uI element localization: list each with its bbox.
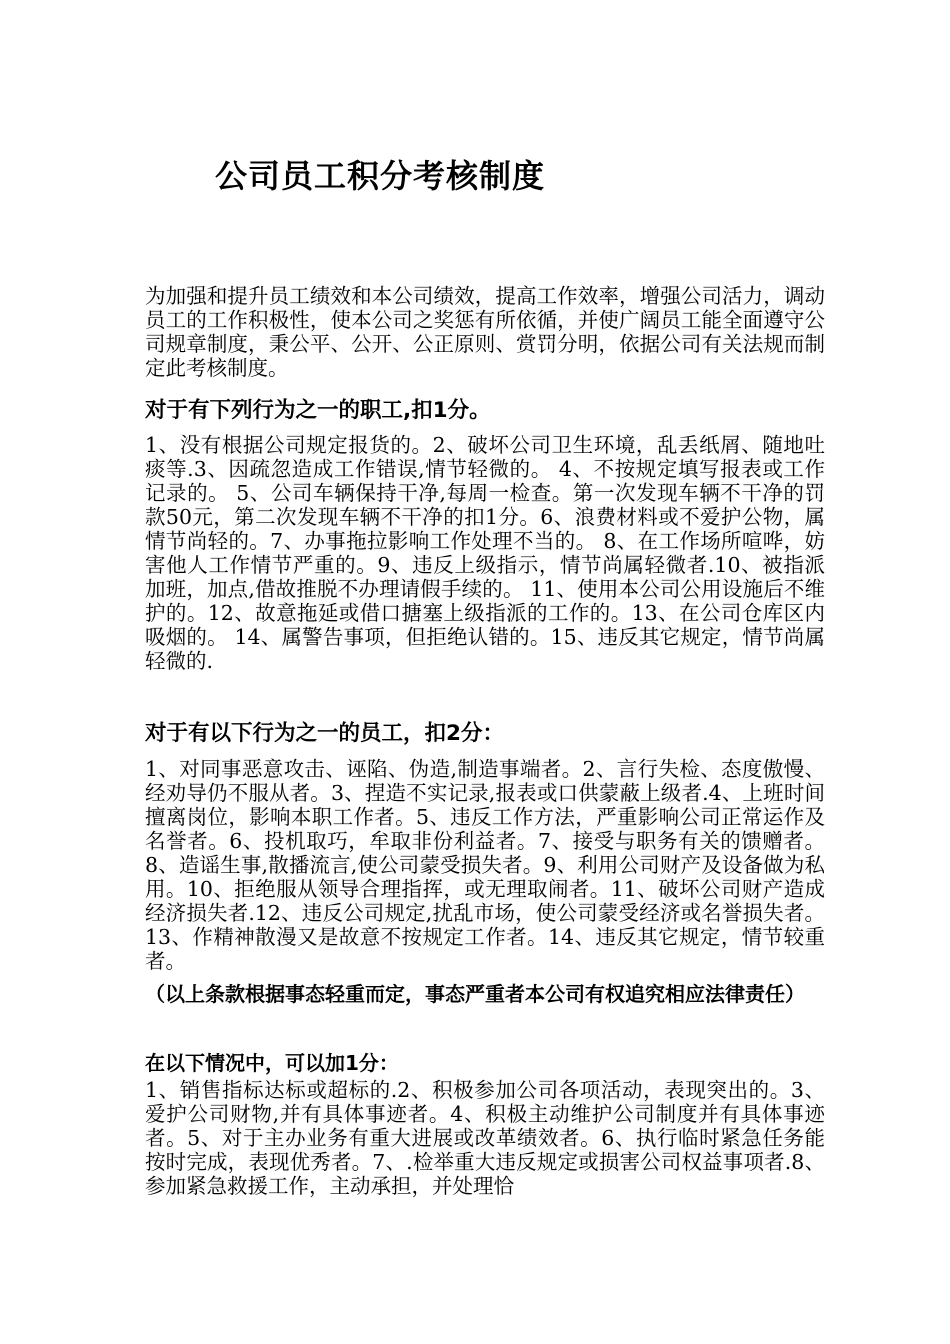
section-heading-bonus: 在以下情况中，可以加1分： xyxy=(145,1051,399,1075)
document-title: 公司员工积分考核制度 xyxy=(215,157,546,195)
section-heading-deduct-1: 对于有下列行为之一的职工,扣1分。 xyxy=(145,398,491,423)
section-body-bonus: 1、销售指标达标或超标的.2、积极参加公司各项活动，表现突出的。3、爱护公司财物,并有具体事迹者。4、积极主动维护公司制度并有具体事迹者。5、对于主办业务有重大进展或改革绩效者。6、执行临时紧急任务能按时完成，表现优秀者。7、.检举重大违反规定或损害公司权益事项者.8、参加紧急救援工作，主动承担，并处理恰 xyxy=(145,1078,825,1198)
intro-paragraph: 为加强和提升员工绩效和本公司绩效，提高工作效率，增强公司活力，调动员工的工作积极性，使本公司之奖惩有所依循，并使广阔员工能全面遵守公司规章制度，秉公平、公开、公正原则、赏罚分明，依据公司有关法规而制定此考核制度。 xyxy=(145,284,825,380)
section-body-deduct-1: 1、没有根据公司规定报货的。2、破坏公司卫生环境，乱丢纸屑、随地吐痰等.3、因疏忽造成工作错误,情节轻微的。 4、不按规定填写报表或工作记录的。 5、公司车辆保持干净,每周一检查。第一次发现车辆不干净的罚款50元，第二次发现车辆不干净的扣1分。6、浪费材料或不爱护公物，属情节尚轻的。7、办事拖拉影响工作处理不当的。 8、在工作场所喧哗，妨害他人工作情节严重的。9、违反上级指示，情节尚属轻微者.10、被指派加班，加点,借故推脱不办理请假手续的。 11、使用本公司公用设施后不维护的。12、故意拖延或借口搪塞上级指派的工作的。13、在公司仓库区内吸烟的。 14、属警告事项，但拒绝认错的。15、违反其它规定，情节尚属轻微的. xyxy=(145,433,825,673)
section-heading-deduct-2: 对于有以下行为之一的员工，扣2分： xyxy=(145,721,504,746)
section-body-deduct-2: 1、对同事恶意攻击、诬陷、伪造,制造事端者。2、言行失检、态度傲慢、经劝导仍不服从者。3、捏造不实记录,报表或口供蒙蔽上级者.4、上班时间擅离岗位，影响本职工作者。5、违反工作方法，严重影响公司正常运作及名誉者。6、投机取巧，牟取非份利益者。7、接受与职务有关的馈赠者。 8、造谣生事,散播流言,使公司蒙受损失者。9、利用公司财产及设备做为私用。10、拒绝服从领导合理指挥，或无理取闹者。11、破坏公司财产造成经济损失者.12、违反公司规定,扰乱市场，使公司蒙受经济或名誉损失者。13、作精神散漫又是故意不按规定工作者。14、违反其它规定，情节较重者。 xyxy=(145,757,825,973)
legal-note: （以上条款根据事态轻重而定，事态严重者本公司有权追究相应法律责任） xyxy=(145,982,805,1006)
